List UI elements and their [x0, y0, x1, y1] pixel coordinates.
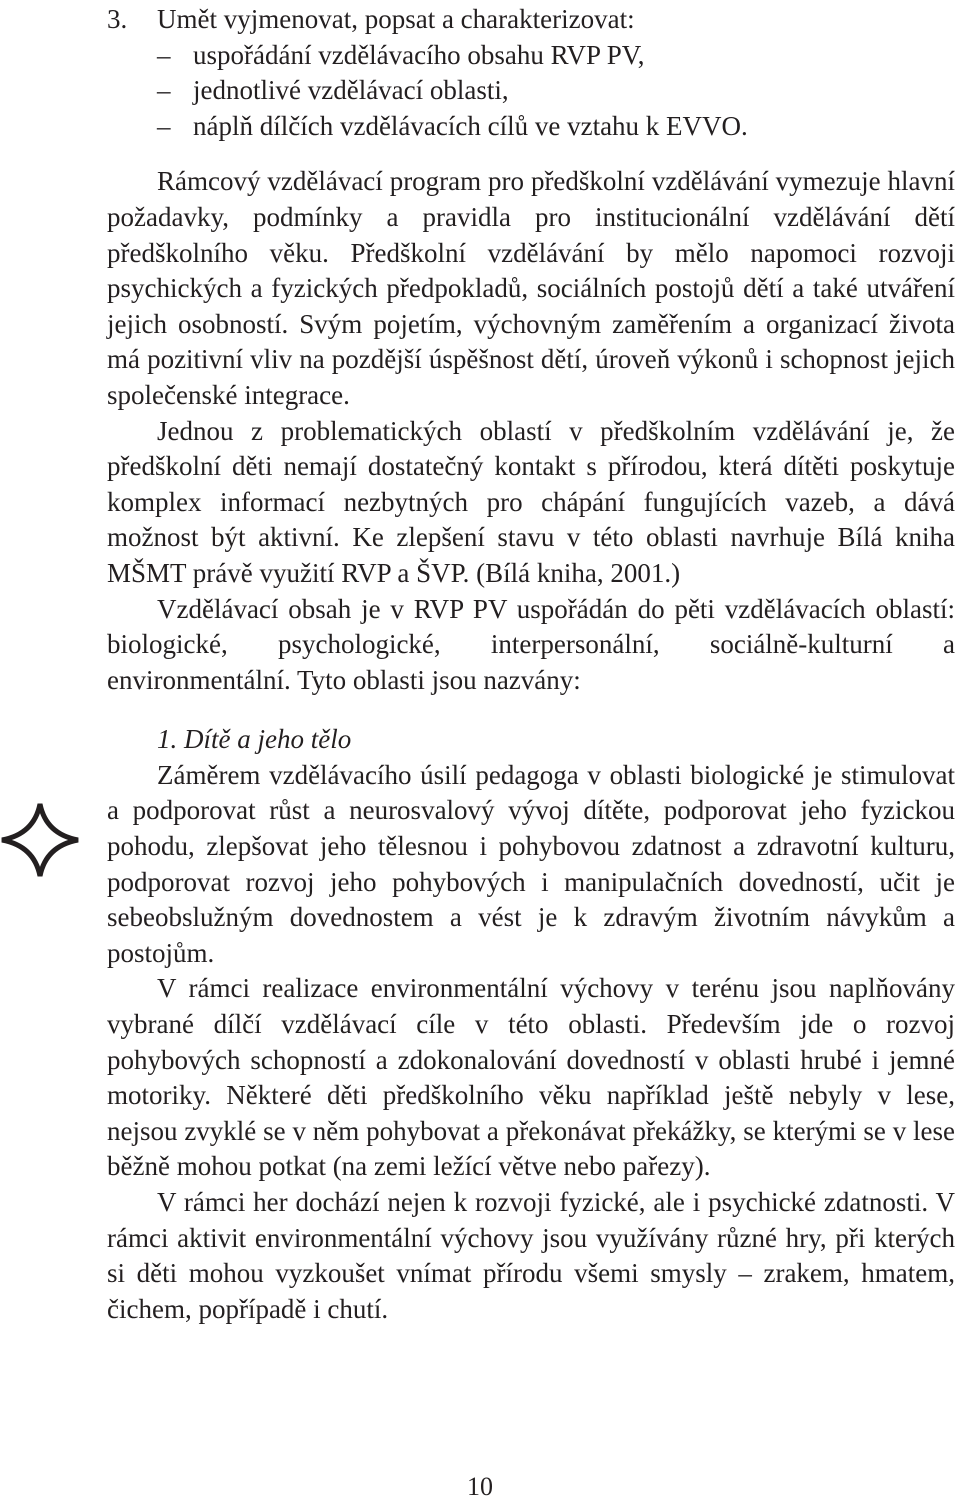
dash-item-text: náplň dílčích vzdělávacích cílů ve vztahu k EVVO.	[193, 110, 748, 141]
dash-list-item	[107, 73, 955, 109]
dash-item-text: jednotlivé vzdělávací oblasti,	[193, 75, 509, 106]
dash-marker: –	[157, 75, 171, 106]
list-heading: Umět vyjmenovat, popsat a charakterizovat:	[157, 4, 635, 34]
numbered-list-item	[107, 2, 955, 38]
page-body	[107, 0, 955, 1327]
body-paragraph: Vzdělávací obsah je v RVP PV uspořádán do pěti vzdělávacích oblastí: biologické, psychologické, interpersonální, sociálně-kulturní a environmentální. Tyto oblasti jsou nazvány:	[107, 593, 955, 695]
four-point-star-icon	[0, 800, 80, 880]
dash-list-item	[107, 109, 955, 145]
section-paragraph: Záměrem vzdělávacího úsilí pedagoga v oblasti biologické je stimulovat a podporovat růst a neurosvalový vývoj dítěte, podporovat jeho fyzickou pohodu, zlepšovat jeho tělesnou i pohybovou zdatnost a zdravotní kulturu, podporovat rozvoj jeho pohybových i manipulačních dovedností, učit je sebeobslužným dovednostem a vést je k zdravým životním návykům a postojům.	[107, 759, 955, 968]
dash-marker: –	[157, 39, 171, 70]
section-paragraph: V rámci realizace environmentální výchovy v terénu jsou naplňovány vybrané dílčí vzdělávací cíle v této oblasti. Především jde o rozvoj pohybových schopností a zdokonalování dovedností v oblasti hrubé i jemné motoriky. Některé děti předškolního věku například ještě nebyly v lese, nejsou zvyklé se v něm pohybovat a překonávat překážky, se kterými se v lese běžně mohou potkat (na zemi ležící větve nebo pařezy).	[107, 973, 955, 1182]
dash-item-text: uspořádání vzdělávacího obsahu RVP PV,	[193, 39, 645, 70]
body-paragraph: Jednou z problematických oblastí v předškolním vzdělávání je, že předškolní děti nemají dostatečný kontakt s přírodou, která dítěti poskytuje komplex informací nezbytných pro chápání fungujících vazeb, a dává možnost být aktivní. Ke zlepšení stavu v této oblasti navrhuje Bílá kniha MŠMT právě využití RVP a ŠVP. (Bílá kniha, 2001.)	[107, 415, 955, 588]
dash-list-item	[107, 38, 955, 74]
section-paragraph: V rámci her dochází nejen k rozvoji fyzické, ale i psychické zdatnosti. V rámci aktivit environmentální výchovy jsou využívány různé hry, při kterých si děti mohou vyzkoušet vnímat přírodu všemi smysly – zrakem, hmatem, čichem, popřípadě i chutí.	[107, 1187, 955, 1324]
section-heading: 1. Dítě a jeho tělo	[157, 724, 352, 755]
page-number: 10	[467, 1472, 493, 1501]
list-number: 3.	[107, 4, 128, 34]
body-paragraph: Rámcový vzdělávací program pro předškolní vzdělávání vymezuje hlavní požadavky, podmínky a pravidla pro institucionální vzdělávání dětí předškolního věku. Předškolní vzdělávání by mělo napomoci rozvoji psychických a fyzických předpokladů, sociálních postojů dětí a také utváření jejich osobností. Svým pojetím, výchovným zaměřením a organizací života má pozitivní vliv na pozdější úspěšnost dětí, úroveň výkonů i schopnost jejich společenské integrace.	[107, 166, 955, 410]
dash-marker: –	[157, 110, 171, 141]
